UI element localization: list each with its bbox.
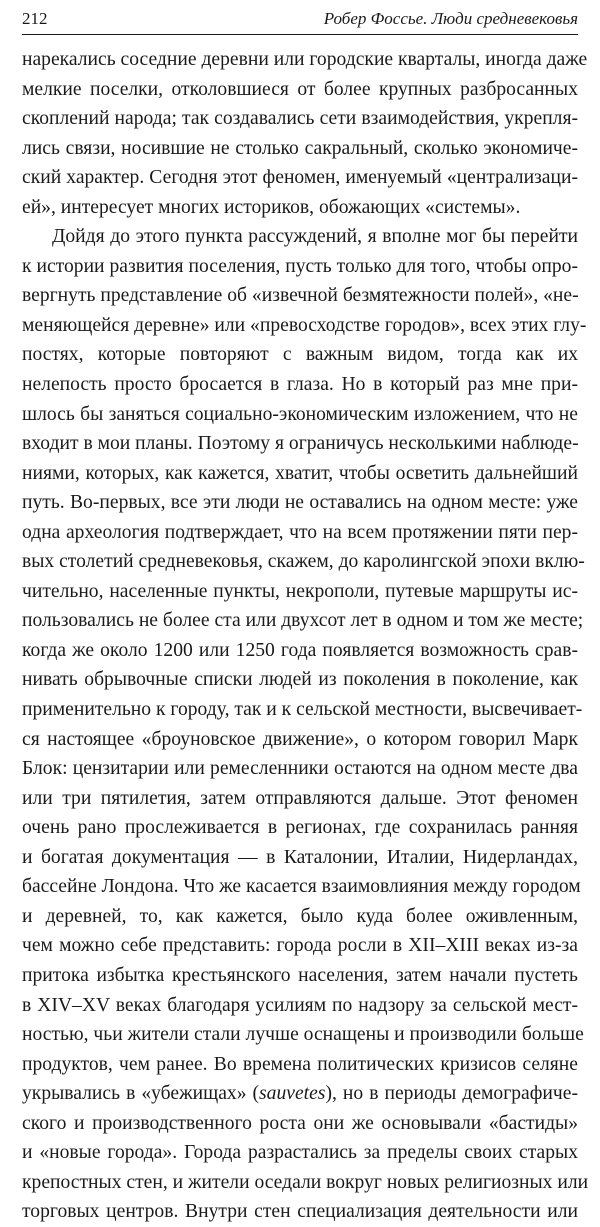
text-line: очень рано прослеживается в регионах, где сохранилась ранняя <box>22 817 578 839</box>
text-line: мелкие поселки, отколовшиеся от более крупных разбросанных <box>22 78 578 100</box>
text-line: ниями, которых, как кажется, хватит, чтобы осветить дальнейший <box>22 462 578 484</box>
text-line: одна археология подтверждает, что на всем протяжении пяти пер- <box>22 521 578 543</box>
text-line: когда же около 1200 или 1250 года появляется возможность срав- <box>22 639 578 661</box>
text-line: чительно, населенные пункты, некрополи, путевые маршруты ис- <box>22 580 578 602</box>
text-line: и богатая документация — в Каталонии, Италии, Нидерландах, <box>22 846 578 868</box>
text-line: и «новые города». Города разрастались за пределы своих старых <box>22 1142 578 1164</box>
text-fragment: ), но в периоды демографиче- <box>325 1083 578 1105</box>
text-line: и деревней, то, как кажется, было куда более оживленным, <box>22 905 578 927</box>
text-line: к истории развития поселения, пусть только для того, чтобы опро- <box>22 255 578 277</box>
italic-term: sauvetes <box>259 1083 326 1105</box>
text-line: шлось бы заняться социально-экономическим изложением, что не <box>22 403 578 425</box>
text-line: продуктов, чем ранее. Во времена политических кризисов селяне <box>22 1053 578 1075</box>
text-line: меняющейся деревне» или «превосходстве городов», всех этих глу- <box>22 314 587 336</box>
text-line: ского и производственного роста они же основывали «бастиды» <box>22 1112 578 1134</box>
running-title: Робер Фоссье. Люди средневековья <box>323 9 578 28</box>
paragraph-2 <box>22 222 589 1227</box>
text-line: ностью, чьи жители стали лучше оснащены и производили больше <box>22 1024 584 1046</box>
text-line: вергнуть представление об «извечной безмятежности полей», «не- <box>22 285 579 307</box>
text-line: чем можно себе представить: города росли в XII–XIII веках из-за <box>22 935 578 957</box>
text-line: нивать обрывочные списки людей из поколения в поколение, как <box>22 669 578 691</box>
text-line: или три пятилетия, затем отправляются дальше. Этот феномен <box>22 787 578 809</box>
text-line: крепостных стен, и жители оседали вокруг новых религиозных или <box>22 1171 589 1193</box>
running-head <box>22 6 578 32</box>
text-line: притока избытка крестьянского населения, затем начали пустеть <box>22 964 578 986</box>
text-line: постях, которые повторяют с важным видом, тогда как их <box>22 344 578 366</box>
text-line: в XIV–XV веках благодаря усилиям по надзору за сельской мест- <box>22 994 578 1016</box>
text-line-with-term <box>22 1079 578 1109</box>
text-line: применительно к городу, так и к сельской местности, высвечивает- <box>22 699 583 721</box>
body-text <box>22 45 589 1227</box>
text-line: Блок: цензитарии или ремесленники остаются на одном месте два <box>22 758 578 780</box>
text-line: ей», интересует многих историков, обожающих «системы». <box>22 196 521 218</box>
text-line: пользовались не более ста или двухсот лет в одном и том же месте; <box>22 610 584 632</box>
text-line: вых столетий средневековья, скажем, до каролингской эпохи вклю- <box>22 551 585 573</box>
text-line: ся настоящее «броуновское движение», о котором говорил Марк <box>22 728 578 750</box>
text-line: Дойдя до этого пункта рассуждений, я вполне мог бы перейти <box>52 226 578 248</box>
text-line: входит в мои планы. Поэтому я ограничусь несколькими наблюде- <box>22 433 579 455</box>
text-line: нарекались соседние деревни или городские кварталы, иногда даже <box>22 49 588 70</box>
text-line: путь. Во-первых, все эти люди не оставались на одном месте: уже <box>22 492 578 514</box>
paragraph-1 <box>22 45 588 222</box>
text-line: скоплений народа; так создавались сети взаимодействия, укрепля- <box>22 108 578 130</box>
text-line: ский характер. Сегодня этот феномен, именуемый «централизаци- <box>22 167 578 189</box>
page-number: 212 <box>22 9 48 28</box>
text-line: торговых центров. Внутри стен специализация деятельности или <box>22 1201 578 1223</box>
text-line: нелепость просто бросается в глаза. Но в который раз мне при- <box>22 374 578 396</box>
text-line: бассейне Лондона. Что же касается взаимовлияния между городом <box>22 876 581 898</box>
text-line: лись связи, носившие не столько сакральный, сколько экономиче- <box>22 137 578 159</box>
header-rule <box>22 34 578 35</box>
text-fragment: укрывались в «убежищах» ( <box>22 1083 260 1105</box>
